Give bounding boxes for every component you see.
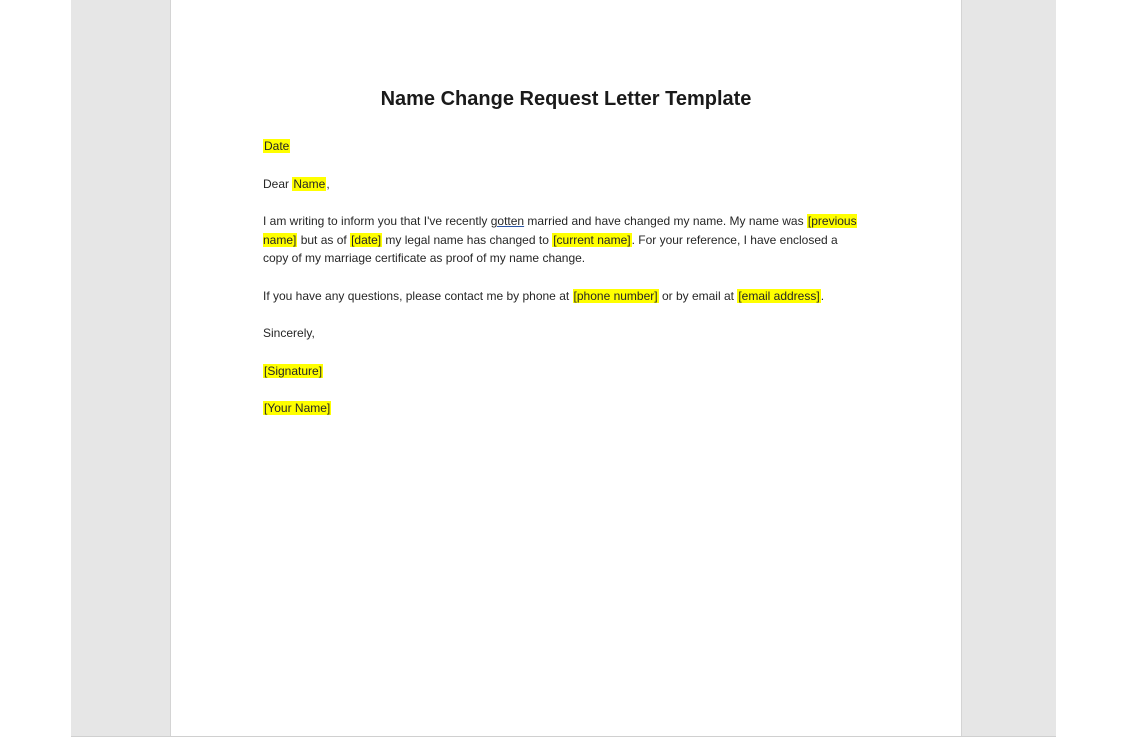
- p1-text-2: married and have changed my name. My name was: [524, 214, 807, 228]
- document-canvas[interactable]: [71, 0, 1056, 737]
- greeting-name-placeholder: Name: [293, 176, 326, 191]
- document-page[interactable]: [170, 0, 962, 736]
- paragraph-name-change: [263, 212, 863, 268]
- your-name-line: [263, 399, 863, 418]
- p1-text-3: but as of: [297, 232, 351, 247]
- date-line: [263, 137, 863, 156]
- greeting-prefix: Dear: [263, 176, 293, 191]
- spellcheck-word[interactable]: gotten: [490, 214, 525, 228]
- document-title: Name Change Request Letter Template: [380, 88, 752, 110]
- signature-placeholder: [Signature]: [264, 363, 323, 378]
- p1-text-5: . For your reference, I have enclosed a copy of my marriage certificate as proof of my name change.: [263, 232, 838, 265]
- p2-text-1: If you have any questions, please contact me by phone at: [263, 288, 573, 303]
- p2-text-3: .: [820, 288, 825, 303]
- closing-line: Sincerely,: [263, 326, 315, 340]
- greeting-line: [263, 175, 863, 194]
- date-placeholder: Date: [264, 139, 290, 153]
- letter-body: [263, 137, 863, 437]
- paragraph-contact: [263, 287, 863, 306]
- signature-line: [263, 362, 863, 381]
- greeting-suffix: ,: [326, 176, 330, 191]
- p1-text-4: my legal name has changed to: [382, 232, 553, 247]
- date-field-placeholder: [date]: [351, 232, 382, 247]
- email-address-placeholder: [email address]: [738, 288, 820, 303]
- p1-text-1: I am writing to inform you that I've recently: [263, 214, 491, 228]
- your-name-placeholder: [Your Name]: [264, 401, 331, 415]
- previous-name-placeholder: [previous name]: [263, 214, 857, 247]
- phone-number-placeholder: [phone number]: [573, 288, 658, 303]
- current-name-placeholder: [current name]: [553, 232, 631, 247]
- p2-text-2: or by email at: [658, 288, 738, 303]
